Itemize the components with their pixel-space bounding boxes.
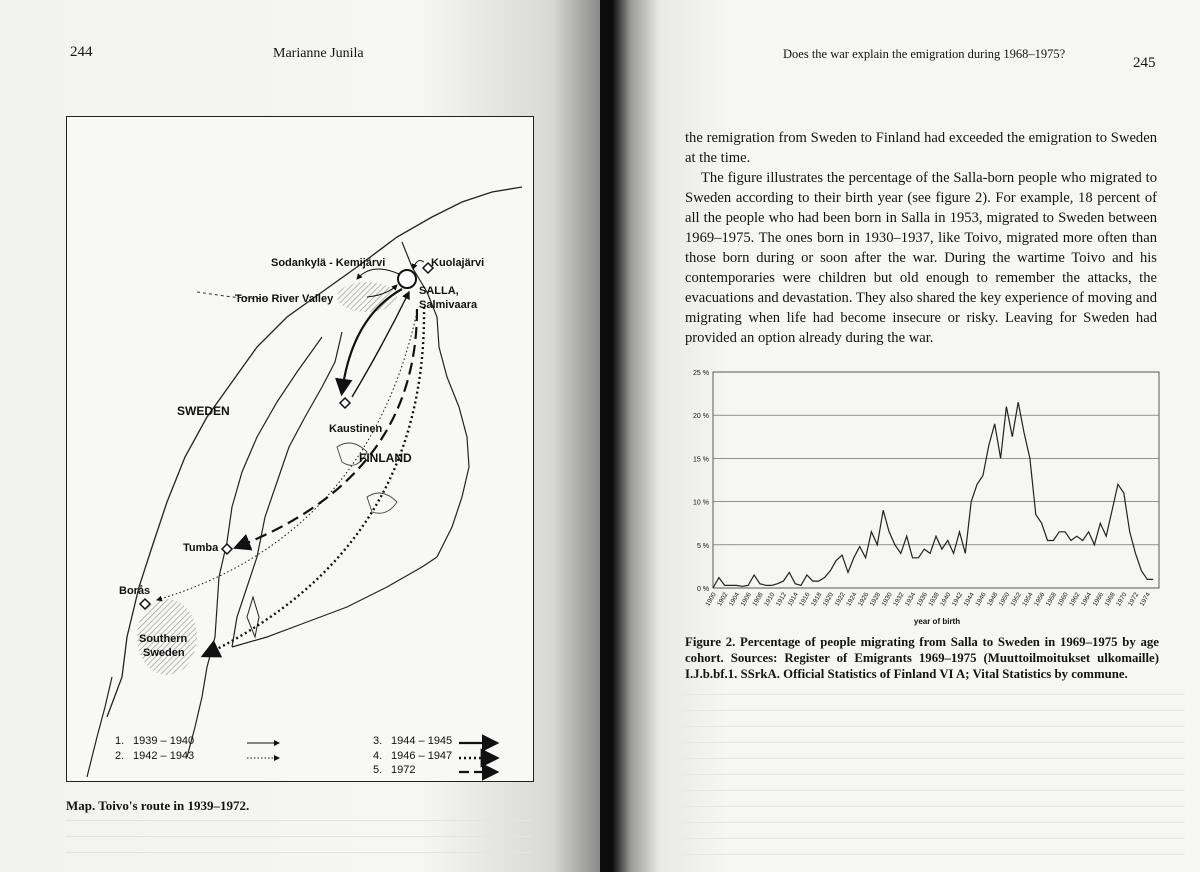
finland-south-coast: [232, 557, 437, 647]
y-tick-label: 20 %: [693, 413, 709, 421]
y-tick-label: 10 %: [693, 499, 709, 507]
x-tick-label: 1950: [997, 591, 1012, 608]
legend-num-3: 3.: [373, 735, 383, 747]
legend-num-5: 5.: [373, 764, 383, 776]
legend-years-3: 1944 – 1945: [391, 735, 453, 747]
legend-num-4: 4.: [373, 750, 383, 762]
y-tick-label: 15 %: [693, 456, 709, 464]
label-tornio: Tornio River Valley: [235, 293, 334, 305]
x-tick-label: 1914: [786, 591, 800, 608]
label-sweden-south: Sweden: [143, 647, 185, 659]
paragraph-1: the remigration from Sweden to Finland had exceeded the emigration to Sweden at the time.: [685, 130, 1157, 166]
x-tick-label: 1958: [1044, 591, 1059, 608]
y-tick-label: 0 %: [696, 586, 709, 593]
x-tick-label: 1974: [1138, 591, 1152, 608]
route-1972: [237, 309, 417, 547]
x-tick-label: 1946: [974, 591, 988, 608]
route-1946: [205, 307, 424, 655]
x-tick-label: 1920: [821, 591, 836, 608]
x-tick-label: 1904: [727, 591, 742, 608]
label-finland: FINLAND: [359, 451, 412, 465]
running-head-right: Does the war explain the emigration during 1968–1975?: [783, 47, 1066, 61]
y-tick-label: 5 %: [696, 542, 709, 550]
label-sodankyla: Sodankylä - Kemijärvi: [271, 257, 386, 269]
legend-num-1: 1.: [115, 735, 125, 747]
x-tick-label: 1900: [704, 591, 718, 608]
route-1939: [357, 269, 399, 279]
x-tick-label: 1964: [1080, 591, 1094, 608]
x-tick-label: 1928: [868, 591, 883, 608]
label-salmivaara: Salmivaara: [419, 299, 478, 311]
label-salla: SALLA,: [419, 285, 459, 297]
figure-caption: Figure 2. Percentage of people migrating from Salla to Sweden in 1969–1975 by age cohort. Sources: Register of Emigrants 1969–1975 (Muuttoilmoitukset ulkomaille) I.J.b.bf.1. SSrkA. Official Statistics of Finland VI A; Vital Statistics by commune.: [685, 635, 1159, 681]
x-tick-label: 1968: [1103, 591, 1117, 608]
label-kuolajarvi: Kuolajärvi: [431, 257, 485, 269]
running-head-left: Marianne Junila: [273, 46, 364, 61]
x-tick-label: 1956: [1033, 591, 1047, 608]
legend-years-1: 1939 – 1940: [133, 735, 195, 747]
map-drawing: [67, 117, 533, 781]
migration-chart: [675, 362, 1165, 630]
x-tick-label: 1912: [774, 591, 789, 608]
finland-west-coast: [232, 332, 342, 647]
x-tick-label: 1916: [798, 591, 812, 608]
x-tick-label: 1922: [833, 591, 847, 608]
map-figure: [66, 116, 534, 782]
gotland: [247, 597, 259, 637]
x-tick-label: 1948: [986, 591, 1000, 608]
x-tick-label: 1934: [903, 591, 918, 608]
label-boras: Borås: [119, 585, 151, 597]
norway-coast: [87, 677, 112, 777]
x-tick-label: 1970: [1115, 591, 1129, 608]
plot-frame: [713, 372, 1159, 588]
x-tick-label: 1940: [939, 591, 953, 608]
x-tick-label: 1932: [892, 591, 906, 608]
page-number-right: 245: [1133, 55, 1156, 71]
y-tick-label: 25 %: [693, 370, 709, 377]
x-tick-label: 1902: [716, 591, 730, 608]
paragraph-2: The figure illustrates the percentage of the Salla-born people who migrated to Sweden according to their birth year (see figure 2). For example, 18 percent of all the people who had been born in Salla in 1953, migrated to Sweden between 1969–1975. The ones born in 1930–1937, like Toivo, migrated more often than those born during or soon after the war. During the wartime Toivo and his contemporaries were children but old enough to remember the attacks, the evacuations and devastation. They also shared the key experience of moving and migrating when life had become insecure or risky. Leaving for Sweden had provided an option already during the war.: [685, 170, 1157, 346]
label-tumba: Tumba: [183, 542, 219, 554]
map-caption: Map. Toivo's route in 1939–1972.: [66, 798, 250, 813]
page-number-left: 244: [70, 44, 93, 60]
kaustinen-diamond: [340, 398, 350, 408]
x-tick-label: 1936: [915, 591, 929, 608]
label-kaustinen: Kaustinen: [329, 423, 383, 435]
x-tick-label: 1918: [810, 591, 824, 608]
x-tick-label: 1938: [927, 591, 941, 608]
x-tick-label: 1926: [857, 591, 871, 608]
legend-years-4: 1946 – 1947: [391, 750, 453, 762]
body-text: [685, 128, 1157, 348]
x-tick-label: 1960: [1056, 591, 1070, 608]
legend-years-2: 1942 – 1943: [133, 750, 195, 762]
x-axis-label: year of birth: [913, 617, 961, 626]
x-tick-label: 1908: [751, 591, 765, 608]
legend-years-5: 1972: [391, 764, 416, 776]
x-tick-label: 1910: [763, 591, 777, 608]
x-tick-label: 1962: [1068, 591, 1082, 608]
series-line: [713, 402, 1153, 588]
x-tick-label: 1966: [1091, 591, 1106, 608]
label-southern: Southern: [139, 633, 188, 645]
label-sweden: SWEDEN: [177, 404, 230, 418]
book-gutter: [600, 0, 613, 872]
x-tick-label: 1942: [950, 591, 965, 608]
right-page: [613, 0, 1200, 872]
tumba-diamond: [222, 544, 232, 554]
x-tick-label: 1952: [1009, 591, 1023, 608]
legend-num-2: 2.: [115, 750, 125, 762]
x-tick-label: 1930: [880, 591, 894, 608]
x-tick-label: 1924: [845, 591, 859, 608]
x-tick-label: 1906: [739, 591, 753, 608]
x-tick-label: 1944: [962, 591, 976, 608]
x-tick-label: 1954: [1021, 591, 1035, 608]
salla-marker: [398, 270, 416, 288]
x-tick-label: 1972: [1126, 591, 1141, 608]
